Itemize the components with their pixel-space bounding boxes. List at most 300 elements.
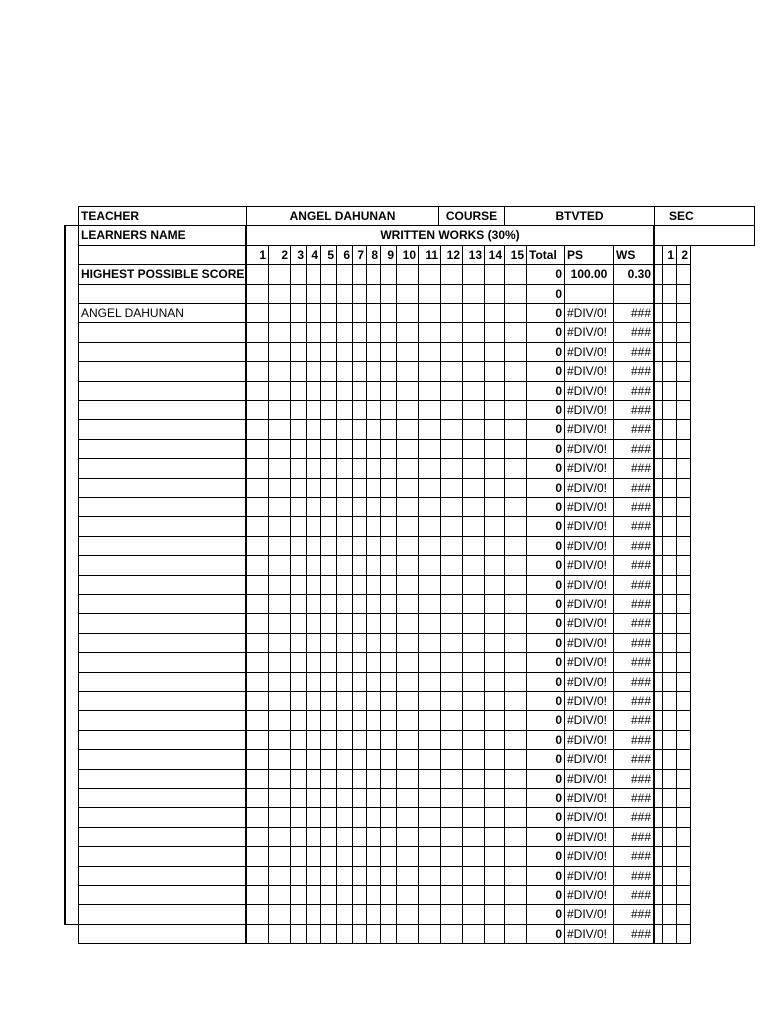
learner-row-score-cell[interactable]	[504, 536, 527, 556]
learner-row-score-cell[interactable]	[268, 633, 291, 653]
learner-row-score-cell[interactable]	[290, 497, 307, 517]
learner-row-score-cell[interactable]	[306, 516, 321, 536]
learner-row-score-cell[interactable]	[504, 439, 527, 459]
learner-row-score-cell[interactable]	[336, 400, 353, 420]
learner-row-score-cell[interactable]	[504, 924, 527, 944]
learner-row-score-cell[interactable]	[440, 788, 463, 808]
learner-row-score-cell[interactable]	[352, 400, 367, 420]
learner-row-score-cell[interactable]	[462, 400, 485, 420]
learner-row-score-cell[interactable]	[396, 458, 419, 478]
learner-row-score-cell[interactable]	[320, 788, 337, 808]
learner-row-score-cell[interactable]	[290, 691, 307, 711]
learner-row-score-cell[interactable]	[418, 885, 441, 905]
learner-row-name[interactable]	[78, 555, 247, 575]
learner-row-score-cell[interactable]	[380, 555, 397, 575]
learner-row-score-cell[interactable]	[306, 691, 321, 711]
learner-row-score-cell[interactable]	[440, 361, 463, 381]
learner-row-next-score-cell[interactable]	[676, 904, 691, 924]
learner-row-score-cell[interactable]	[396, 691, 419, 711]
learner-row-score-cell[interactable]	[352, 904, 367, 924]
learner-row-score-cell[interactable]	[418, 381, 441, 401]
learner-row-score-cell[interactable]	[366, 904, 381, 924]
learner-row-score-cell[interactable]	[268, 594, 291, 614]
learner-row-score-cell[interactable]	[246, 730, 269, 750]
learner-row-score-cell[interactable]	[336, 769, 353, 789]
learner-row-next-score-cell[interactable]	[676, 613, 691, 633]
learner-row-score-cell[interactable]	[484, 536, 505, 556]
learner-row-name[interactable]	[78, 788, 247, 808]
learner-row-name[interactable]	[78, 885, 247, 905]
learner-row-next-score-cell[interactable]	[676, 322, 691, 342]
learner-row-score-cell[interactable]	[418, 710, 441, 730]
learner-row-score-cell[interactable]	[462, 575, 485, 595]
learner-row-score-cell[interactable]	[336, 672, 353, 692]
learner-row-score-cell[interactable]	[380, 769, 397, 789]
learner-row-next-score-cell[interactable]	[662, 710, 677, 730]
learner-row-score-cell[interactable]	[484, 846, 505, 866]
blank-row-score-cell[interactable]	[462, 284, 485, 304]
learner-row-score-cell[interactable]	[380, 633, 397, 653]
learner-row-score-cell[interactable]	[320, 439, 337, 459]
learner-row-score-cell[interactable]	[366, 555, 381, 575]
learner-row-score-cell[interactable]	[306, 633, 321, 653]
learner-row-score-cell[interactable]	[268, 458, 291, 478]
learner-row-score-cell[interactable]	[504, 497, 527, 517]
learner-row-score-cell[interactable]	[320, 749, 337, 769]
learner-row-score-cell[interactable]	[268, 924, 291, 944]
learner-row-score-cell[interactable]	[268, 439, 291, 459]
learner-row-score-cell[interactable]	[418, 807, 441, 827]
learner-row-score-cell[interactable]	[336, 846, 353, 866]
learner-row-next-score-cell[interactable]	[662, 342, 677, 362]
learner-row-score-cell[interactable]	[418, 322, 441, 342]
learner-row-score-cell[interactable]	[320, 303, 337, 323]
learner-row-name[interactable]: ANGEL DAHUNAN	[78, 303, 247, 323]
learner-row-score-cell[interactable]	[440, 400, 463, 420]
learner-row-score-cell[interactable]	[290, 322, 307, 342]
blank-row-score-cell[interactable]	[246, 284, 269, 304]
learner-row-score-cell[interactable]	[320, 866, 337, 886]
learner-row-name[interactable]	[78, 575, 247, 595]
learner-row-score-cell[interactable]	[366, 885, 381, 905]
learner-row-score-cell[interactable]	[268, 400, 291, 420]
learner-row-score-cell[interactable]	[396, 788, 419, 808]
learner-row-score-cell[interactable]	[320, 769, 337, 789]
learner-row-score-cell[interactable]	[268, 361, 291, 381]
learner-row-name[interactable]	[78, 710, 247, 730]
learner-row-score-cell[interactable]	[268, 710, 291, 730]
learner-row-score-cell[interactable]	[352, 749, 367, 769]
learner-row-score-cell[interactable]	[484, 361, 505, 381]
learner-row-score-cell[interactable]	[380, 536, 397, 556]
learner-row-score-cell[interactable]	[504, 827, 527, 847]
learner-row-score-cell[interactable]	[440, 516, 463, 536]
learner-row-next-score-cell[interactable]	[662, 749, 677, 769]
learner-row-score-cell[interactable]	[268, 322, 291, 342]
learner-row-score-cell[interactable]	[418, 303, 441, 323]
learner-row-score-cell[interactable]	[484, 827, 505, 847]
learner-row-score-cell[interactable]	[366, 613, 381, 633]
learner-row-score-cell[interactable]	[380, 303, 397, 323]
learner-row-score-cell[interactable]	[484, 419, 505, 439]
blank-row-score-cell[interactable]	[418, 284, 441, 304]
learner-row-score-cell[interactable]	[462, 497, 485, 517]
learner-row-score-cell[interactable]	[418, 749, 441, 769]
blank-row-score-cell[interactable]	[440, 284, 463, 304]
learner-row-score-cell[interactable]	[336, 827, 353, 847]
learner-row-score-cell[interactable]	[290, 303, 307, 323]
learner-row-score-cell[interactable]	[268, 730, 291, 750]
learner-row-score-cell[interactable]	[440, 575, 463, 595]
learner-row-score-cell[interactable]	[290, 478, 307, 498]
learner-row-score-cell[interactable]	[320, 807, 337, 827]
learner-row-score-cell[interactable]	[504, 342, 527, 362]
learner-row-score-cell[interactable]	[462, 613, 485, 633]
learner-row-score-cell[interactable]	[336, 342, 353, 362]
learner-row-score-cell[interactable]	[440, 303, 463, 323]
learner-row-score-cell[interactable]	[504, 730, 527, 750]
learner-row-score-cell[interactable]	[396, 381, 419, 401]
learner-row-score-cell[interactable]	[320, 400, 337, 420]
learner-row-name[interactable]	[78, 769, 247, 789]
highest-possible-row-score-cell[interactable]	[320, 264, 337, 284]
learner-row-score-cell[interactable]	[418, 788, 441, 808]
learner-row-score-cell[interactable]	[484, 555, 505, 575]
blank-row-score-cell[interactable]	[352, 284, 367, 304]
learner-row-score-cell[interactable]	[380, 575, 397, 595]
blank-row-next-score-cell[interactable]	[676, 284, 691, 304]
learner-row-score-cell[interactable]	[484, 439, 505, 459]
learner-row-score-cell[interactable]	[306, 885, 321, 905]
learner-row-next-score-cell[interactable]	[676, 497, 691, 517]
blank-row-score-cell[interactable]	[366, 284, 381, 304]
learner-row-score-cell[interactable]	[504, 672, 527, 692]
learner-row-score-cell[interactable]	[380, 924, 397, 944]
learner-row-score-cell[interactable]	[290, 846, 307, 866]
learner-row-score-cell[interactable]	[380, 827, 397, 847]
learner-row-score-cell[interactable]	[504, 788, 527, 808]
learner-row-score-cell[interactable]	[336, 594, 353, 614]
learner-row-score-cell[interactable]	[440, 904, 463, 924]
learner-row-score-cell[interactable]	[268, 672, 291, 692]
highest-possible-row-score-cell[interactable]	[268, 264, 291, 284]
blank-row-score-cell[interactable]	[320, 284, 337, 304]
learner-row-score-cell[interactable]	[484, 497, 505, 517]
learner-row-score-cell[interactable]	[306, 710, 321, 730]
learner-row-score-cell[interactable]	[366, 303, 381, 323]
learner-row-score-cell[interactable]	[462, 516, 485, 536]
learner-row-score-cell[interactable]	[352, 652, 367, 672]
learner-row-score-cell[interactable]	[504, 885, 527, 905]
learner-row-score-cell[interactable]	[484, 594, 505, 614]
learner-row-score-cell[interactable]	[268, 303, 291, 323]
learner-row-score-cell[interactable]	[366, 827, 381, 847]
learner-row-score-cell[interactable]	[396, 846, 419, 866]
learner-row-next-score-cell[interactable]	[676, 439, 691, 459]
learner-row-score-cell[interactable]	[290, 439, 307, 459]
learner-row-name[interactable]	[78, 633, 247, 653]
learner-row-score-cell[interactable]	[440, 536, 463, 556]
learner-row-name[interactable]	[78, 342, 247, 362]
learner-row-score-cell[interactable]	[484, 478, 505, 498]
learner-row-score-cell[interactable]	[336, 516, 353, 536]
learner-row-score-cell[interactable]	[352, 885, 367, 905]
learner-row-score-cell[interactable]	[418, 866, 441, 886]
blank-row-name[interactable]	[78, 284, 247, 304]
learner-row-score-cell[interactable]	[352, 730, 367, 750]
learner-row-score-cell[interactable]	[306, 361, 321, 381]
learner-row-score-cell[interactable]	[246, 497, 269, 517]
learner-row-score-cell[interactable]	[336, 866, 353, 886]
learner-row-score-cell[interactable]	[380, 846, 397, 866]
learner-row-name[interactable]	[78, 536, 247, 556]
blank-row-score-cell[interactable]	[380, 284, 397, 304]
learner-row-next-score-cell[interactable]	[662, 536, 677, 556]
learner-row-next-score-cell[interactable]	[662, 904, 677, 924]
learner-row-score-cell[interactable]	[306, 478, 321, 498]
learner-row-score-cell[interactable]	[336, 555, 353, 575]
learner-row-score-cell[interactable]	[418, 769, 441, 789]
highest-possible-row-score-cell[interactable]	[306, 264, 321, 284]
learner-row-score-cell[interactable]	[336, 710, 353, 730]
learner-row-score-cell[interactable]	[320, 419, 337, 439]
learner-row-score-cell[interactable]	[320, 497, 337, 517]
learner-row-score-cell[interactable]	[246, 924, 269, 944]
learner-row-score-cell[interactable]	[268, 497, 291, 517]
learner-row-score-cell[interactable]	[504, 846, 527, 866]
learner-row-score-cell[interactable]	[352, 691, 367, 711]
learner-row-score-cell[interactable]	[336, 361, 353, 381]
learner-row-name[interactable]	[78, 730, 247, 750]
learner-row-next-score-cell[interactable]	[662, 322, 677, 342]
learner-row-score-cell[interactable]	[246, 749, 269, 769]
learner-row-score-cell[interactable]	[268, 575, 291, 595]
learner-row-score-cell[interactable]	[380, 672, 397, 692]
learner-row-next-score-cell[interactable]	[676, 458, 691, 478]
learner-row-score-cell[interactable]	[462, 866, 485, 886]
learner-row-score-cell[interactable]	[246, 652, 269, 672]
learner-row-score-cell[interactable]	[484, 633, 505, 653]
learner-row-score-cell[interactable]	[290, 652, 307, 672]
learner-row-score-cell[interactable]	[366, 788, 381, 808]
learner-row-score-cell[interactable]	[352, 478, 367, 498]
learner-row-score-cell[interactable]	[462, 691, 485, 711]
learner-row-score-cell[interactable]	[396, 730, 419, 750]
learner-row-score-cell[interactable]	[290, 361, 307, 381]
learner-row-score-cell[interactable]	[336, 904, 353, 924]
learner-row-score-cell[interactable]	[504, 575, 527, 595]
learner-row-score-cell[interactable]	[290, 730, 307, 750]
learner-row-score-cell[interactable]	[396, 633, 419, 653]
learner-row-score-cell[interactable]	[352, 303, 367, 323]
learner-row-next-score-cell[interactable]	[676, 303, 691, 323]
learner-row-score-cell[interactable]	[366, 710, 381, 730]
learner-row-score-cell[interactable]	[306, 400, 321, 420]
learner-row-score-cell[interactable]	[418, 633, 441, 653]
learner-row-score-cell[interactable]	[462, 458, 485, 478]
learner-row-score-cell[interactable]	[380, 458, 397, 478]
learner-row-score-cell[interactable]	[440, 710, 463, 730]
learner-row-score-cell[interactable]	[320, 575, 337, 595]
learner-row-score-cell[interactable]	[380, 342, 397, 362]
learner-row-score-cell[interactable]	[462, 652, 485, 672]
learner-row-name[interactable]	[78, 672, 247, 692]
learner-row-score-cell[interactable]	[504, 381, 527, 401]
learner-row-score-cell[interactable]	[336, 885, 353, 905]
learner-row-score-cell[interactable]	[246, 613, 269, 633]
learner-row-score-cell[interactable]	[352, 594, 367, 614]
learner-row-score-cell[interactable]	[336, 419, 353, 439]
learner-row-score-cell[interactable]	[380, 322, 397, 342]
learner-row-score-cell[interactable]	[462, 303, 485, 323]
learner-row-score-cell[interactable]	[268, 769, 291, 789]
learner-row-name[interactable]	[78, 594, 247, 614]
learner-row-score-cell[interactable]	[336, 749, 353, 769]
learner-row-score-cell[interactable]	[418, 439, 441, 459]
learner-row-score-cell[interactable]	[320, 478, 337, 498]
blank-row-next-score-cell[interactable]	[662, 284, 677, 304]
learner-row-score-cell[interactable]	[504, 303, 527, 323]
learner-row-score-cell[interactable]	[320, 827, 337, 847]
learner-row-score-cell[interactable]	[246, 478, 269, 498]
learner-row-score-cell[interactable]	[440, 342, 463, 362]
learner-row-score-cell[interactable]	[320, 691, 337, 711]
highest-possible-row-score-cell[interactable]	[366, 264, 381, 284]
learner-row-score-cell[interactable]	[366, 516, 381, 536]
learner-row-score-cell[interactable]	[366, 400, 381, 420]
learner-row-score-cell[interactable]	[306, 904, 321, 924]
learner-row-score-cell[interactable]	[320, 904, 337, 924]
learner-row-next-score-cell[interactable]	[662, 827, 677, 847]
learner-row-score-cell[interactable]	[462, 710, 485, 730]
learner-row-score-cell[interactable]	[246, 672, 269, 692]
learner-row-score-cell[interactable]	[246, 516, 269, 536]
learner-row-next-score-cell[interactable]	[662, 846, 677, 866]
learner-row-score-cell[interactable]	[290, 613, 307, 633]
learner-row-score-cell[interactable]	[396, 419, 419, 439]
learner-row-score-cell[interactable]	[504, 807, 527, 827]
learner-row-score-cell[interactable]	[418, 419, 441, 439]
learner-row-score-cell[interactable]	[246, 866, 269, 886]
highest-possible-row-next-score-cell[interactable]	[662, 264, 677, 284]
learner-row-score-cell[interactable]	[440, 458, 463, 478]
learner-row-next-score-cell[interactable]	[676, 846, 691, 866]
learner-row-score-cell[interactable]	[320, 613, 337, 633]
learner-row-score-cell[interactable]	[504, 516, 527, 536]
learner-row-name[interactable]	[78, 478, 247, 498]
learner-row-next-score-cell[interactable]	[662, 866, 677, 886]
learner-row-score-cell[interactable]	[336, 652, 353, 672]
learner-row-score-cell[interactable]	[504, 361, 527, 381]
learner-row-score-cell[interactable]	[396, 749, 419, 769]
learner-row-score-cell[interactable]	[366, 924, 381, 944]
learner-row-next-score-cell[interactable]	[662, 497, 677, 517]
learner-row-next-score-cell[interactable]	[662, 652, 677, 672]
learner-row-score-cell[interactable]	[320, 710, 337, 730]
learner-row-score-cell[interactable]	[504, 478, 527, 498]
learner-row-score-cell[interactable]	[396, 613, 419, 633]
learner-row-score-cell[interactable]	[352, 575, 367, 595]
learner-row-score-cell[interactable]	[290, 710, 307, 730]
learner-row-score-cell[interactable]	[352, 439, 367, 459]
learner-row-score-cell[interactable]	[246, 361, 269, 381]
learner-row-score-cell[interactable]	[306, 730, 321, 750]
learner-row-score-cell[interactable]	[320, 536, 337, 556]
learner-row-score-cell[interactable]	[418, 516, 441, 536]
learner-row-score-cell[interactable]	[246, 710, 269, 730]
learner-row-score-cell[interactable]	[462, 749, 485, 769]
learner-row-next-score-cell[interactable]	[676, 866, 691, 886]
learner-row-score-cell[interactable]	[290, 788, 307, 808]
learner-row-score-cell[interactable]	[462, 342, 485, 362]
learner-row-next-score-cell[interactable]	[676, 924, 691, 944]
learner-row-score-cell[interactable]	[290, 769, 307, 789]
learner-row-score-cell[interactable]	[484, 710, 505, 730]
learner-row-score-cell[interactable]	[320, 342, 337, 362]
learner-row-score-cell[interactable]	[246, 904, 269, 924]
learner-row-score-cell[interactable]	[504, 652, 527, 672]
learner-row-score-cell[interactable]	[306, 555, 321, 575]
learner-row-score-cell[interactable]	[352, 536, 367, 556]
learner-row-score-cell[interactable]	[320, 516, 337, 536]
learner-row-next-score-cell[interactable]	[662, 458, 677, 478]
learner-row-score-cell[interactable]	[306, 866, 321, 886]
learner-row-next-score-cell[interactable]	[662, 478, 677, 498]
learner-row-score-cell[interactable]	[366, 575, 381, 595]
learner-row-next-score-cell[interactable]	[662, 807, 677, 827]
learner-row-score-cell[interactable]	[320, 846, 337, 866]
learner-row-score-cell[interactable]	[484, 322, 505, 342]
learner-row-score-cell[interactable]	[396, 885, 419, 905]
learner-row-score-cell[interactable]	[268, 613, 291, 633]
learner-row-score-cell[interactable]	[380, 866, 397, 886]
learner-row-score-cell[interactable]	[462, 594, 485, 614]
learner-row-score-cell[interactable]	[306, 769, 321, 789]
learner-row-score-cell[interactable]	[440, 555, 463, 575]
learner-row-name[interactable]	[78, 458, 247, 478]
learner-row-score-cell[interactable]	[306, 342, 321, 362]
learner-row-score-cell[interactable]	[306, 846, 321, 866]
learner-row-score-cell[interactable]	[484, 652, 505, 672]
learner-row-score-cell[interactable]	[336, 730, 353, 750]
learner-row-next-score-cell[interactable]	[662, 361, 677, 381]
learner-row-score-cell[interactable]	[396, 672, 419, 692]
learner-row-score-cell[interactable]	[352, 924, 367, 944]
learner-row-score-cell[interactable]	[462, 478, 485, 498]
learner-row-score-cell[interactable]	[268, 516, 291, 536]
learner-row-next-score-cell[interactable]	[676, 342, 691, 362]
learner-row-score-cell[interactable]	[290, 536, 307, 556]
learner-row-score-cell[interactable]	[504, 555, 527, 575]
blank-row-score-cell[interactable]	[306, 284, 321, 304]
learner-row-score-cell[interactable]	[418, 846, 441, 866]
learner-row-score-cell[interactable]	[366, 594, 381, 614]
learner-row-score-cell[interactable]	[484, 613, 505, 633]
learner-row-score-cell[interactable]	[462, 904, 485, 924]
learner-row-score-cell[interactable]	[418, 555, 441, 575]
highest-possible-row-score-cell[interactable]	[418, 264, 441, 284]
learner-row-score-cell[interactable]	[418, 613, 441, 633]
highest-possible-row-score-cell[interactable]	[504, 264, 527, 284]
learner-row-score-cell[interactable]	[366, 652, 381, 672]
learner-row-score-cell[interactable]	[440, 439, 463, 459]
learner-row-score-cell[interactable]	[484, 575, 505, 595]
learner-row-score-cell[interactable]	[306, 575, 321, 595]
learner-row-score-cell[interactable]	[396, 710, 419, 730]
learner-row-score-cell[interactable]	[366, 419, 381, 439]
learner-row-score-cell[interactable]	[268, 827, 291, 847]
learner-row-score-cell[interactable]	[290, 885, 307, 905]
